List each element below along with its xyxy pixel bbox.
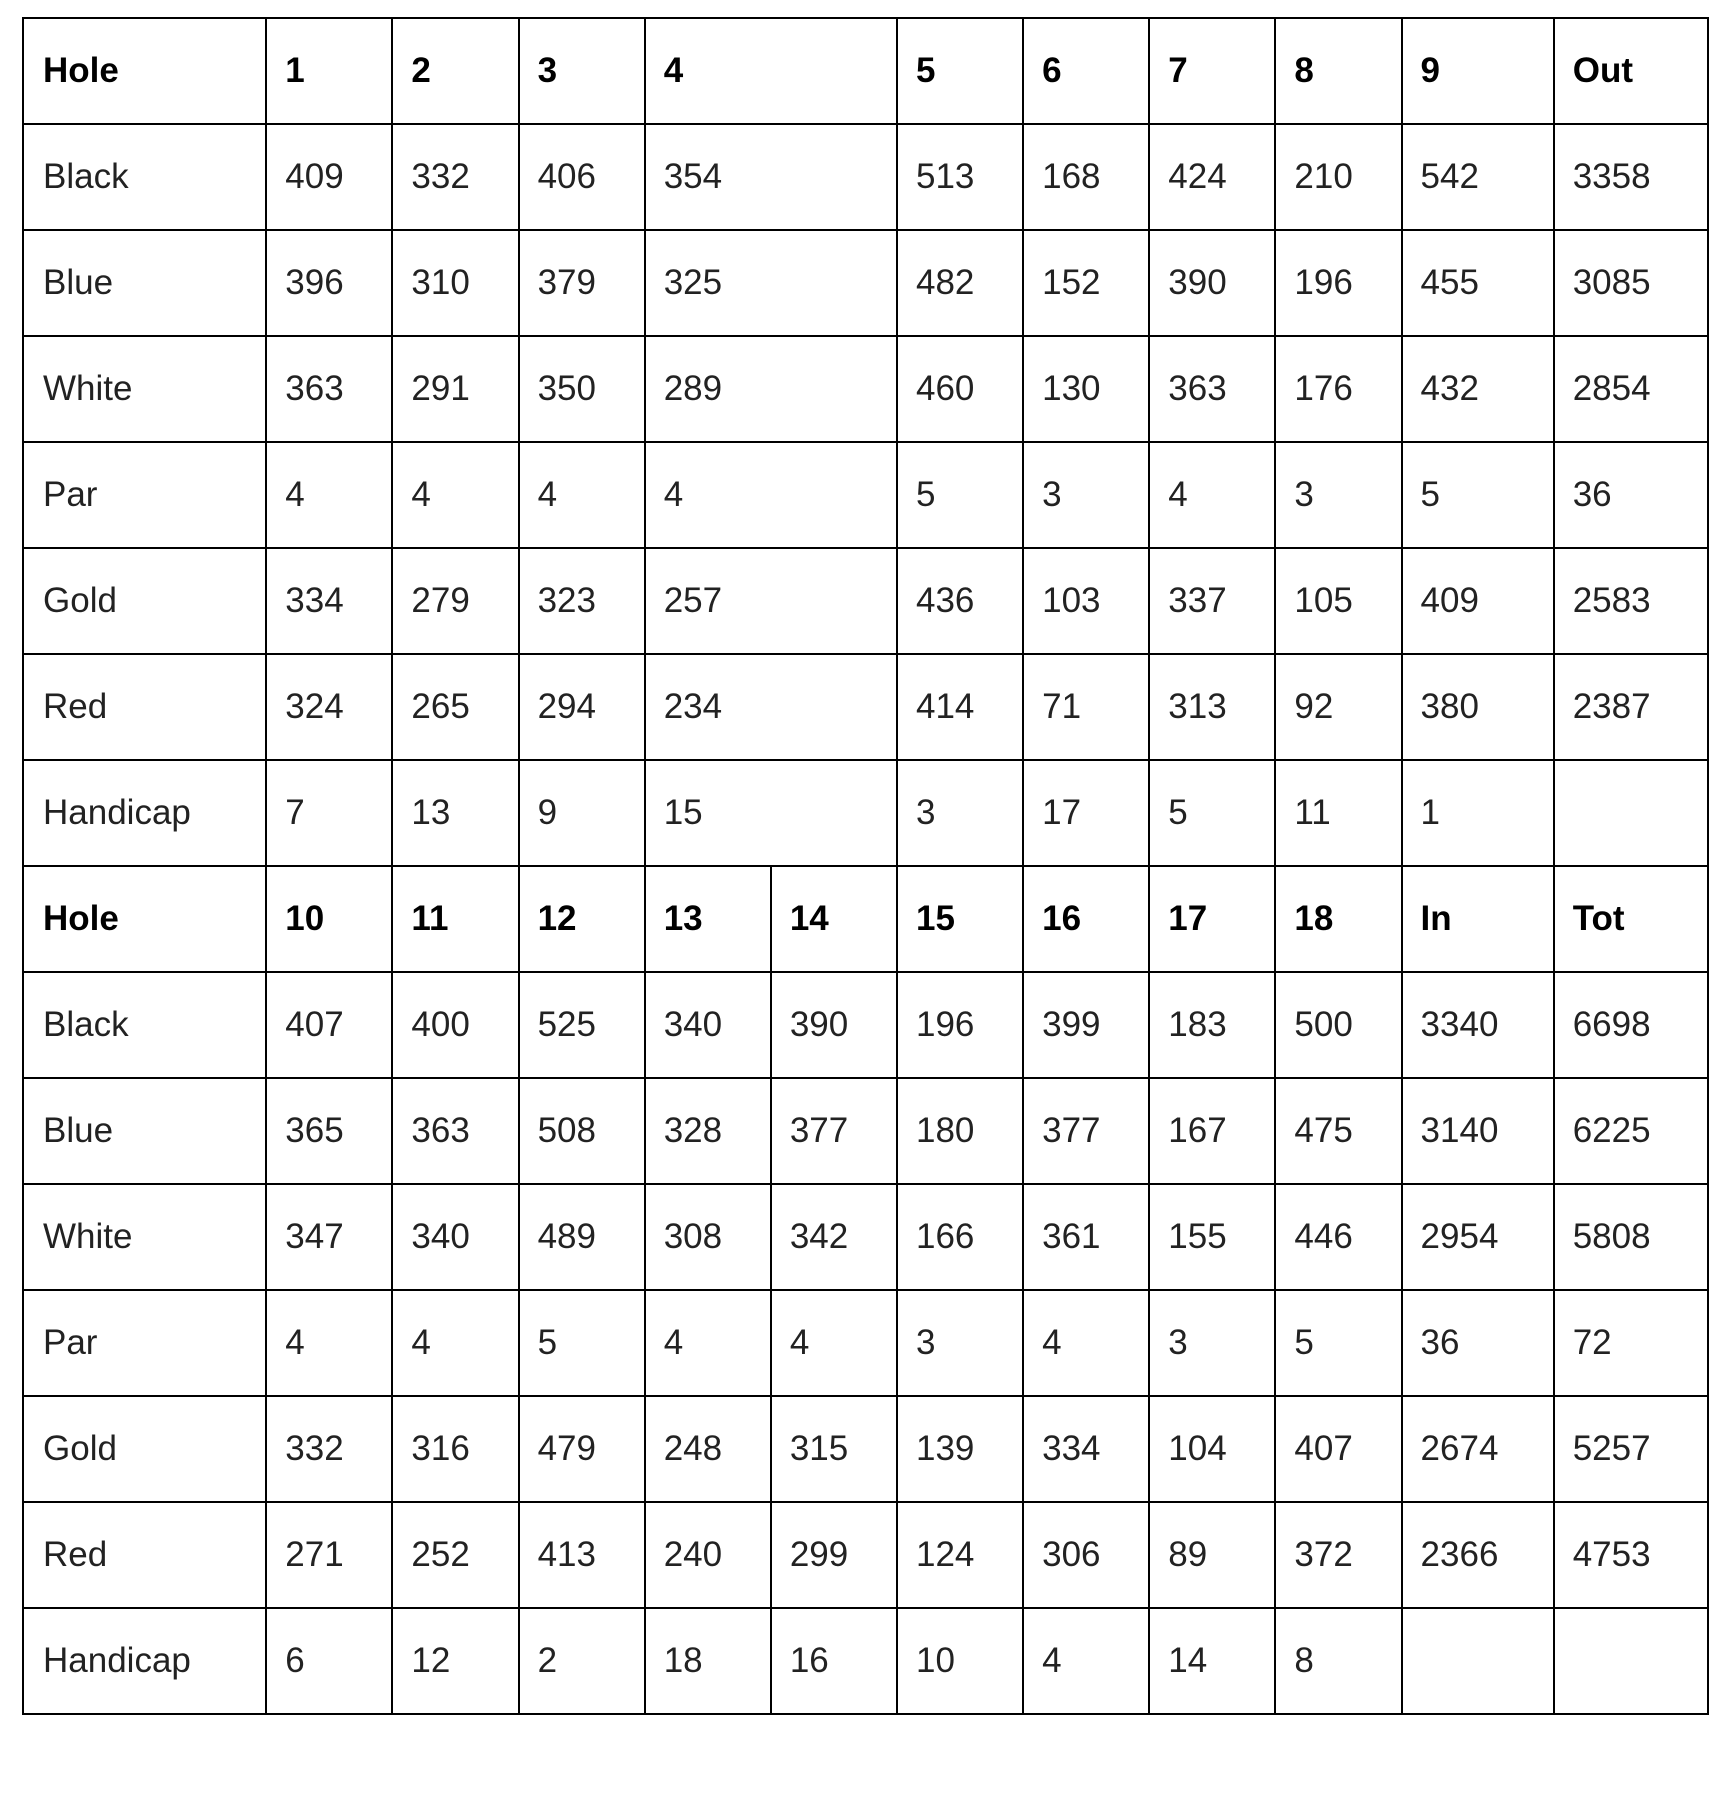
score-cell: 4 <box>645 442 897 548</box>
table-row <box>23 972 1708 1078</box>
score-cell: 316 <box>392 1396 518 1502</box>
hole-number-cell: 4 <box>645 18 897 124</box>
score-cell: 6225 <box>1554 1078 1708 1184</box>
score-cell: 324 <box>266 654 392 760</box>
score-cell: 3085 <box>1554 230 1708 336</box>
score-cell: 446 <box>1275 1184 1401 1290</box>
score-cell: 2366 <box>1402 1502 1554 1608</box>
hole-number-cell: In <box>1402 866 1554 972</box>
row-label: Blue <box>23 230 266 336</box>
row-label: Black <box>23 124 266 230</box>
score-cell: 6698 <box>1554 972 1708 1078</box>
score-cell: 2387 <box>1554 654 1708 760</box>
score-cell: 257 <box>645 548 897 654</box>
score-cell: 72 <box>1554 1290 1708 1396</box>
score-cell: 4753 <box>1554 1502 1708 1608</box>
hole-number-cell: 16 <box>1023 866 1149 972</box>
table-row <box>23 1396 1708 1502</box>
hole-number-cell: 13 <box>645 866 771 972</box>
score-cell: 390 <box>1149 230 1275 336</box>
hole-number-cell: 7 <box>1149 18 1275 124</box>
score-cell: 479 <box>519 1396 645 1502</box>
score-cell: 3 <box>897 760 1023 866</box>
score-cell: 363 <box>266 336 392 442</box>
hole-number-cell: 18 <box>1275 866 1401 972</box>
score-cell: 252 <box>392 1502 518 1608</box>
table-row <box>23 336 1708 442</box>
score-cell: 5808 <box>1554 1184 1708 1290</box>
score-cell: 139 <box>897 1396 1023 1502</box>
table-row <box>23 1290 1708 1396</box>
hole-number-cell: 12 <box>519 866 645 972</box>
score-cell: 407 <box>266 972 392 1078</box>
scorecard-table <box>22 17 1709 1715</box>
score-cell: 2674 <box>1402 1396 1554 1502</box>
score-cell: 289 <box>645 336 897 442</box>
score-cell: 234 <box>645 654 897 760</box>
score-cell: 525 <box>519 972 645 1078</box>
score-cell: 2954 <box>1402 1184 1554 1290</box>
score-cell: 183 <box>1149 972 1275 1078</box>
score-cell: 407 <box>1275 1396 1401 1502</box>
score-cell: 308 <box>645 1184 771 1290</box>
score-cell: 424 <box>1149 124 1275 230</box>
score-cell: 210 <box>1275 124 1401 230</box>
table-row <box>23 1184 1708 1290</box>
row-label: Gold <box>23 1396 266 1502</box>
score-cell: 334 <box>266 548 392 654</box>
score-cell: 342 <box>771 1184 897 1290</box>
score-cell: 406 <box>519 124 645 230</box>
row-label: Par <box>23 1290 266 1396</box>
row-label: Black <box>23 972 266 1078</box>
score-cell: 396 <box>266 230 392 336</box>
score-cell: 332 <box>392 124 518 230</box>
score-cell: 350 <box>519 336 645 442</box>
score-cell: 508 <box>519 1078 645 1184</box>
score-cell: 365 <box>266 1078 392 1184</box>
score-cell: 6 <box>266 1608 392 1714</box>
table-row <box>23 1078 1708 1184</box>
score-cell: 10 <box>897 1608 1023 1714</box>
score-cell: 409 <box>1402 548 1554 654</box>
hole-number-cell: 5 <box>897 18 1023 124</box>
score-cell: 89 <box>1149 1502 1275 1608</box>
hole-number-cell: 6 <box>1023 18 1149 124</box>
score-cell: 166 <box>897 1184 1023 1290</box>
score-cell: 363 <box>392 1078 518 1184</box>
score-cell: 323 <box>519 548 645 654</box>
score-cell: 4 <box>1023 1290 1149 1396</box>
hole-number-cell: 2 <box>392 18 518 124</box>
front-nine-section <box>23 18 1708 866</box>
score-cell: 4 <box>392 1290 518 1396</box>
score-cell: 315 <box>771 1396 897 1502</box>
score-cell: 13 <box>392 760 518 866</box>
score-cell: 36 <box>1554 442 1708 548</box>
score-cell: 313 <box>1149 654 1275 760</box>
row-label: Gold <box>23 548 266 654</box>
score-cell: 1 <box>1402 760 1554 866</box>
score-cell: 12 <box>392 1608 518 1714</box>
score-cell: 14 <box>1149 1608 1275 1714</box>
score-cell: 3 <box>1149 1290 1275 1396</box>
score-cell: 399 <box>1023 972 1149 1078</box>
score-cell: 271 <box>266 1502 392 1608</box>
score-cell: 130 <box>1023 336 1149 442</box>
score-cell: 9 <box>519 760 645 866</box>
score-cell: 334 <box>1023 1396 1149 1502</box>
score-cell: 4 <box>266 442 392 548</box>
row-label: Red <box>23 654 266 760</box>
row-label: Handicap <box>23 1608 266 1714</box>
score-cell: 325 <box>645 230 897 336</box>
score-cell: 3358 <box>1554 124 1708 230</box>
row-label: White <box>23 336 266 442</box>
score-cell: 5 <box>1402 442 1554 548</box>
score-cell: 3 <box>1023 442 1149 548</box>
hole-number-cell: 17 <box>1149 866 1275 972</box>
score-cell: 155 <box>1149 1184 1275 1290</box>
score-cell: 176 <box>1275 336 1401 442</box>
score-cell: 2 <box>519 1608 645 1714</box>
score-cell: 17 <box>1023 760 1149 866</box>
score-cell: 2854 <box>1554 336 1708 442</box>
score-cell: 390 <box>771 972 897 1078</box>
hole-number-cell: 8 <box>1275 18 1401 124</box>
hole-number-cell: 9 <box>1402 18 1554 124</box>
score-cell: 310 <box>392 230 518 336</box>
score-cell: 3 <box>1275 442 1401 548</box>
score-cell: 7 <box>266 760 392 866</box>
score-cell: 4 <box>771 1290 897 1396</box>
score-cell: 500 <box>1275 972 1401 1078</box>
score-cell: 542 <box>1402 124 1554 230</box>
score-cell: 380 <box>1402 654 1554 760</box>
score-cell: 105 <box>1275 548 1401 654</box>
score-cell: 328 <box>645 1078 771 1184</box>
score-cell: 306 <box>1023 1502 1149 1608</box>
score-cell: 372 <box>1275 1502 1401 1608</box>
hole-number-cell: 10 <box>266 866 392 972</box>
score-cell: 152 <box>1023 230 1149 336</box>
row-label: Red <box>23 1502 266 1608</box>
hole-number-cell: Tot <box>1554 866 1708 972</box>
score-cell: 4 <box>266 1290 392 1396</box>
hole-number-cell: 15 <box>897 866 1023 972</box>
score-cell: 291 <box>392 336 518 442</box>
score-cell: 92 <box>1275 654 1401 760</box>
score-cell: 436 <box>897 548 1023 654</box>
table-row <box>23 230 1708 336</box>
score-cell: 354 <box>645 124 897 230</box>
table-row <box>23 548 1708 654</box>
score-cell: 432 <box>1402 336 1554 442</box>
score-cell: 340 <box>392 1184 518 1290</box>
score-cell: 124 <box>897 1502 1023 1608</box>
score-cell: 71 <box>1023 654 1149 760</box>
score-cell: 5 <box>1149 760 1275 866</box>
hole-number-cell: 14 <box>771 866 897 972</box>
table-row <box>23 124 1708 230</box>
score-cell: 4 <box>392 442 518 548</box>
score-cell: 248 <box>645 1396 771 1502</box>
back-nine-section <box>23 866 1708 1714</box>
front-header-row <box>23 18 1708 124</box>
score-cell: 414 <box>897 654 1023 760</box>
score-cell: 475 <box>1275 1078 1401 1184</box>
score-cell: 340 <box>645 972 771 1078</box>
score-cell: 379 <box>519 230 645 336</box>
table-row <box>23 442 1708 548</box>
score-cell <box>1554 760 1708 866</box>
table-row <box>23 760 1708 866</box>
score-cell <box>1554 1608 1708 1714</box>
score-cell: 5257 <box>1554 1396 1708 1502</box>
score-cell: 2583 <box>1554 548 1708 654</box>
hole-number-cell: 11 <box>392 866 518 972</box>
back-header-row <box>23 866 1708 972</box>
hole-number-cell: Out <box>1554 18 1708 124</box>
score-cell: 196 <box>897 972 1023 1078</box>
score-cell: 4 <box>645 1290 771 1396</box>
score-cell: 363 <box>1149 336 1275 442</box>
hole-number-cell: 1 <box>266 18 392 124</box>
score-cell: 104 <box>1149 1396 1275 1502</box>
row-label: Hole <box>23 866 266 972</box>
score-cell: 240 <box>645 1502 771 1608</box>
score-cell: 455 <box>1402 230 1554 336</box>
score-cell: 103 <box>1023 548 1149 654</box>
score-cell: 196 <box>1275 230 1401 336</box>
score-cell: 5 <box>897 442 1023 548</box>
score-cell: 489 <box>519 1184 645 1290</box>
score-cell: 4 <box>1149 442 1275 548</box>
score-cell: 167 <box>1149 1078 1275 1184</box>
score-cell: 3140 <box>1402 1078 1554 1184</box>
score-cell: 299 <box>771 1502 897 1608</box>
score-cell: 347 <box>266 1184 392 1290</box>
score-cell: 413 <box>519 1502 645 1608</box>
score-cell: 460 <box>897 336 1023 442</box>
score-cell: 3340 <box>1402 972 1554 1078</box>
score-cell: 18 <box>645 1608 771 1714</box>
score-cell <box>1402 1608 1554 1714</box>
score-cell: 4 <box>1023 1608 1149 1714</box>
row-label: Handicap <box>23 760 266 866</box>
score-cell: 168 <box>1023 124 1149 230</box>
score-cell: 8 <box>1275 1608 1401 1714</box>
table-row <box>23 1502 1708 1608</box>
row-label: White <box>23 1184 266 1290</box>
table-row <box>23 654 1708 760</box>
table-row <box>23 1608 1708 1714</box>
score-cell: 16 <box>771 1608 897 1714</box>
score-cell: 279 <box>392 548 518 654</box>
score-cell: 377 <box>1023 1078 1149 1184</box>
score-cell: 11 <box>1275 760 1401 866</box>
score-cell: 513 <box>897 124 1023 230</box>
row-label: Blue <box>23 1078 266 1184</box>
score-cell: 265 <box>392 654 518 760</box>
score-cell: 4 <box>519 442 645 548</box>
row-label: Par <box>23 442 266 548</box>
score-cell: 5 <box>1275 1290 1401 1396</box>
score-cell: 36 <box>1402 1290 1554 1396</box>
score-cell: 180 <box>897 1078 1023 1184</box>
score-cell: 409 <box>266 124 392 230</box>
score-cell: 5 <box>519 1290 645 1396</box>
score-cell: 294 <box>519 654 645 760</box>
hole-number-cell: 3 <box>519 18 645 124</box>
score-cell: 3 <box>897 1290 1023 1396</box>
score-cell: 332 <box>266 1396 392 1502</box>
score-cell: 15 <box>645 760 897 866</box>
score-cell: 377 <box>771 1078 897 1184</box>
score-cell: 400 <box>392 972 518 1078</box>
score-cell: 337 <box>1149 548 1275 654</box>
score-cell: 482 <box>897 230 1023 336</box>
score-cell: 361 <box>1023 1184 1149 1290</box>
row-label: Hole <box>23 18 266 124</box>
